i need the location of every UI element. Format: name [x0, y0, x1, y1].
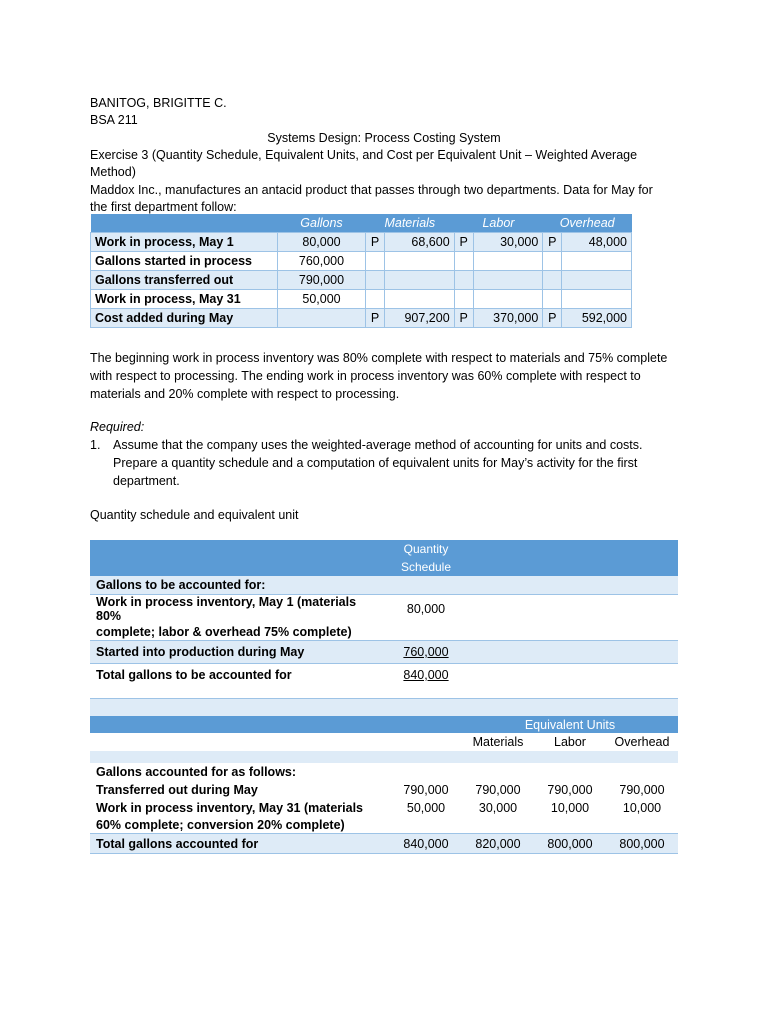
table-row: Cost added during May P 907,200 P 370,000 P 592,000: [91, 309, 632, 328]
col-gallons: Gallons: [278, 214, 366, 233]
intro-line2: the first department follow:: [90, 200, 237, 214]
required-line: Assume that the company uses the weighted-average method of accounting for units and costs.: [113, 438, 643, 452]
schedule-title: Quantity schedule and equivalent unit: [90, 508, 299, 522]
course-code: BSA 211: [90, 113, 138, 127]
table-row: Gallons transferred out 790,000: [91, 271, 632, 290]
equivalent-units-header: Equivalent Units: [462, 716, 678, 733]
qty-header-line1: Quantity: [390, 540, 462, 558]
qty-header-line2: Schedule: [390, 558, 462, 576]
col-materials: Materials: [366, 214, 455, 233]
required-number: 1.: [90, 438, 101, 452]
col-overhead: Overhead: [543, 214, 632, 233]
table-row: Total gallons accounted for 840,000 820,000 800,000 800,000: [90, 834, 678, 854]
document-title: Systems Design: Process Costing System: [267, 131, 501, 145]
eu-col-labor: Labor: [554, 735, 586, 749]
table-row: Transferred out during May 790,000 790,000 790,000 790,000: [96, 783, 665, 797]
paragraph-line: with respect to processing. The ending work in process inventory was 60% complete with respect to: [90, 369, 641, 383]
required-line: Prepare a quantity schedule and a computation of equivalent units for May’s activity for the first: [113, 456, 638, 470]
eu-col-materials: Materials: [472, 735, 524, 749]
paragraph-line: The beginning work in process inventory was 80% complete with respect to materials and 75% complete: [90, 351, 668, 365]
table-row: Total gallons to be accounted for 840,000: [90, 664, 678, 687]
eu-header-row: [90, 716, 678, 733]
table-row: Work in process inventory, May 31 (materials 50,000 30,000 10,000 10,000: [96, 800, 662, 815]
required-label: Required:: [90, 420, 145, 434]
required-line: department.: [113, 474, 180, 488]
eu-columns-row: [90, 733, 678, 751]
table-row: Work in process inventory, May 1 (materials 80% 80,000: [90, 595, 678, 624]
quantity-schedule-table: Quantity Schedule Gallons to be accounted for: Work in process inventory, May 1 (materials 80% 80,000 complete; labor & overhead 75% complete) Started into production during May 760,000 Total gallons to be accounted for 840,000 Equivalent Units Materials Labor Overhead Gallons accounted for as follows: Transferred out during May 790,000 790,000 790,000 790,000 Work in process inventory, May 31 (materials 50,000 30,000 10,000 10,000 60% complete; conversion 20% complete) Total gallons accounted for 840,000 820,000 800,000 800,000: [90, 540, 678, 854]
table-row: Gallons started in process 760,000: [91, 252, 632, 271]
table-row: Gallons accounted for as follows:: [96, 765, 297, 779]
department-data-table: [90, 214, 632, 328]
eu-col-overhead: Overhead: [614, 735, 670, 749]
data-table-header: [91, 214, 632, 233]
intro-line1: Maddox Inc., manufactures an antacid product that passes through two departments. Data for May for: [90, 183, 653, 197]
table-row: Started into production during May 760,000: [90, 641, 678, 664]
table-row: Work in process, May 31 50,000: [91, 290, 632, 309]
student-name: BANITOG, BRIGITTE C.: [90, 96, 227, 110]
table-row: Work in process, May 1 80,000 P 68,600 P 30,000 P 48,000: [91, 233, 632, 252]
table-row: Gallons to be accounted for:: [90, 576, 678, 595]
exercise-title-line2: Method): [90, 165, 136, 179]
col-labor: Labor: [454, 214, 543, 233]
paragraph-line: materials and 20% complete with respect to processing.: [90, 387, 400, 401]
exercise-title-line1: Exercise 3 (Quantity Schedule, Equivalent Units, and Cost per Equivalent Unit – Weighted Average: [90, 148, 638, 162]
schedule-header-row: [90, 540, 678, 558]
